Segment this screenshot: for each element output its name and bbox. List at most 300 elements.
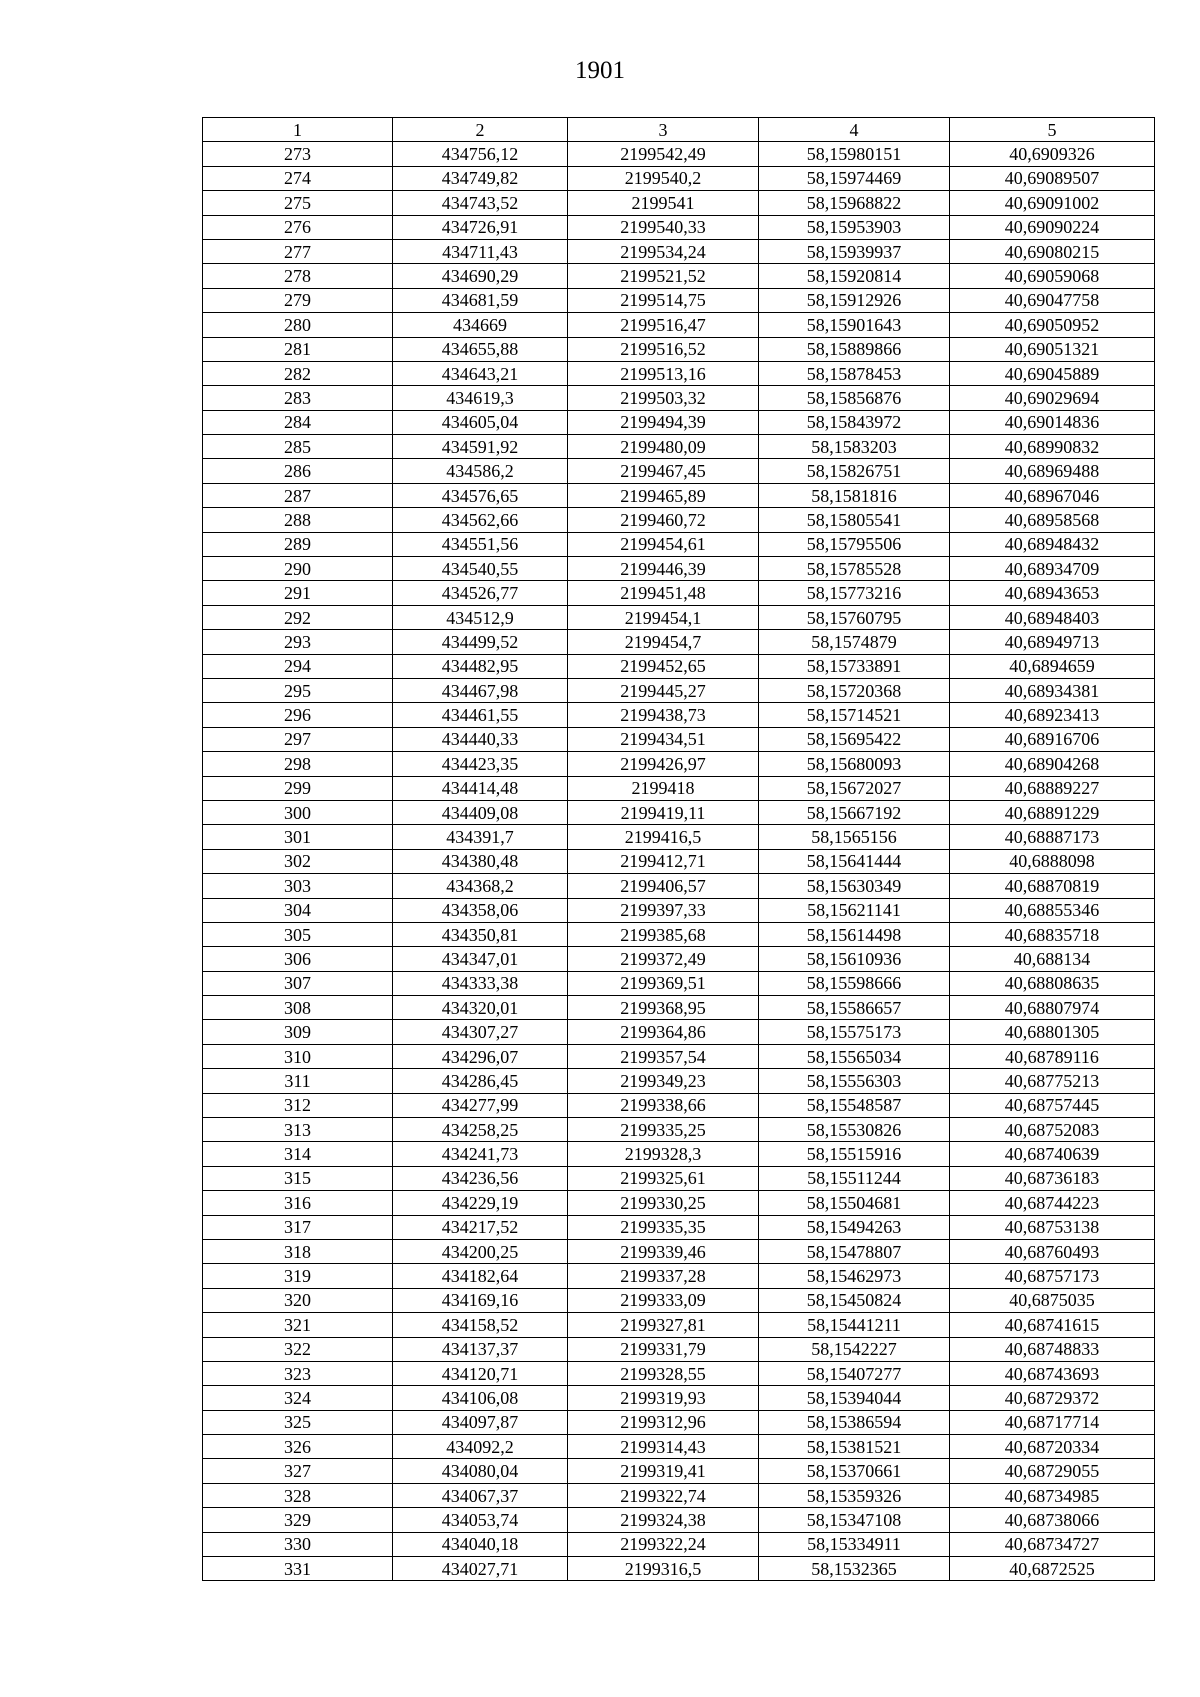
table-cell: 58,15889866: [759, 337, 950, 361]
table-cell: 434526,77: [393, 581, 568, 605]
column-header: 5: [950, 118, 1155, 142]
table-row: [203, 874, 1155, 898]
table-cell: 40,688134: [950, 947, 1155, 971]
table-cell: 58,15785528: [759, 557, 950, 581]
table-cell: 2199542,49: [568, 142, 759, 166]
table-cell: 58,15968822: [759, 191, 950, 215]
table-cell: 58,15843972: [759, 410, 950, 434]
table-row: [203, 727, 1155, 751]
table-cell: 40,68887173: [950, 825, 1155, 849]
table-cell: 434562,66: [393, 508, 568, 532]
table-cell: 298: [203, 752, 393, 776]
column-header: 4: [759, 118, 950, 142]
table-row: [203, 1337, 1155, 1361]
table-cell: 58,15912926: [759, 288, 950, 312]
table-cell: 2199503,32: [568, 386, 759, 410]
table-cell: 40,69080215: [950, 239, 1155, 263]
table-cell: 58,15515916: [759, 1142, 950, 1166]
table-cell: 58,15878453: [759, 361, 950, 385]
table-cell: 331: [203, 1557, 393, 1581]
table-cell: 434749,82: [393, 166, 568, 190]
table-cell: 58,15548587: [759, 1093, 950, 1117]
table-row: [203, 1557, 1155, 1581]
table-cell: 40,68801305: [950, 1020, 1155, 1044]
table-cell: 58,15667192: [759, 800, 950, 824]
table-row: [203, 630, 1155, 654]
table-cell: 58,15733891: [759, 654, 950, 678]
table-row: [203, 971, 1155, 995]
table-cell: 40,68757173: [950, 1264, 1155, 1288]
table-cell: 40,68949713: [950, 630, 1155, 654]
table-cell: 40,68734985: [950, 1483, 1155, 1507]
table-cell: 40,68889227: [950, 776, 1155, 800]
table-row: [203, 825, 1155, 849]
table-row: [203, 1166, 1155, 1190]
table-cell: 2199364,86: [568, 1020, 759, 1044]
table-cell: 2199322,74: [568, 1483, 759, 1507]
table-cell: 434137,37: [393, 1337, 568, 1361]
table-cell: 434236,56: [393, 1166, 568, 1190]
table-row: [203, 752, 1155, 776]
table-row: [203, 435, 1155, 459]
table-cell: 286: [203, 459, 393, 483]
table-cell: 434681,59: [393, 288, 568, 312]
table-cell: 58,15556303: [759, 1069, 950, 1093]
table-cell: 293: [203, 630, 393, 654]
table-cell: 2199319,41: [568, 1459, 759, 1483]
table-cell: 2199521,52: [568, 264, 759, 288]
table-cell: 2199416,5: [568, 825, 759, 849]
table-cell: 316: [203, 1191, 393, 1215]
table-cell: 434440,33: [393, 727, 568, 751]
table-row: [203, 410, 1155, 434]
table-cell: 2199451,48: [568, 581, 759, 605]
table-row: [203, 264, 1155, 288]
table-cell: 58,15795506: [759, 532, 950, 556]
table-row: [203, 849, 1155, 873]
table-cell: 278: [203, 264, 393, 288]
table-cell: 319: [203, 1264, 393, 1288]
table-cell: 40,68741615: [950, 1313, 1155, 1337]
table-cell: 40,68934381: [950, 678, 1155, 702]
table-cell: 296: [203, 703, 393, 727]
table-row: [203, 142, 1155, 166]
table-row: [203, 1483, 1155, 1507]
table-cell: 274: [203, 166, 393, 190]
table-cell: 290: [203, 557, 393, 581]
table-cell: 434067,37: [393, 1483, 568, 1507]
table-row: [203, 703, 1155, 727]
table-row: [203, 459, 1155, 483]
table-cell: 58,15494263: [759, 1215, 950, 1239]
table-cell: 434120,71: [393, 1361, 568, 1385]
table-cell: 2199331,79: [568, 1337, 759, 1361]
column-header: 1: [203, 118, 393, 142]
table-cell: 58,15394044: [759, 1386, 950, 1410]
table-cell: 40,68740639: [950, 1142, 1155, 1166]
table-row: [203, 1069, 1155, 1093]
table-cell: 40,68720334: [950, 1435, 1155, 1459]
table-cell: 40,68808635: [950, 971, 1155, 995]
table-cell: 58,15630349: [759, 874, 950, 898]
table-cell: 434743,52: [393, 191, 568, 215]
table-cell: 58,15974469: [759, 166, 950, 190]
table-row: [203, 1410, 1155, 1434]
table-cell: 58,15530826: [759, 1118, 950, 1142]
table-cell: 58,15504681: [759, 1191, 950, 1215]
table-cell: 40,69059068: [950, 264, 1155, 288]
table-cell: 2199540,2: [568, 166, 759, 190]
table-cell: 2199465,89: [568, 483, 759, 507]
table-cell: 321: [203, 1313, 393, 1337]
table-cell: 305: [203, 922, 393, 946]
table-cell: 326: [203, 1435, 393, 1459]
table-cell: 40,6875035: [950, 1288, 1155, 1312]
table-cell: 320: [203, 1288, 393, 1312]
table-cell: 40,68948432: [950, 532, 1155, 556]
table-cell: 58,15381521: [759, 1435, 950, 1459]
table-cell: 2199314,43: [568, 1435, 759, 1459]
table-cell: 434605,04: [393, 410, 568, 434]
table-row: [203, 239, 1155, 263]
table-cell: 2199412,71: [568, 849, 759, 873]
table-row: [203, 1361, 1155, 1385]
table-cell: 299: [203, 776, 393, 800]
table-row: [203, 1044, 1155, 1068]
table-cell: 2199514,75: [568, 288, 759, 312]
table-cell: 2199467,45: [568, 459, 759, 483]
table-cell: 434182,64: [393, 1264, 568, 1288]
table-cell: 327: [203, 1459, 393, 1483]
table-cell: 2199327,81: [568, 1313, 759, 1337]
table-cell: 434643,21: [393, 361, 568, 385]
table-cell: 434027,71: [393, 1557, 568, 1581]
table-cell: 40,68807974: [950, 996, 1155, 1020]
table-cell: 434711,43: [393, 239, 568, 263]
table-cell: 58,15901643: [759, 313, 950, 337]
table-cell: 434106,08: [393, 1386, 568, 1410]
table-cell: 304: [203, 898, 393, 922]
table-cell: 322: [203, 1337, 393, 1361]
table-cell: 300: [203, 800, 393, 824]
table-cell: 40,68916706: [950, 727, 1155, 751]
table-cell: 58,15347108: [759, 1508, 950, 1532]
table-row: [203, 1020, 1155, 1044]
table-cell: 2199419,11: [568, 800, 759, 824]
table-cell: 58,15760795: [759, 605, 950, 629]
table-cell: 40,68789116: [950, 1044, 1155, 1068]
table-cell: 40,68744223: [950, 1191, 1155, 1215]
table-cell: 58,15511244: [759, 1166, 950, 1190]
table-cell: 294: [203, 654, 393, 678]
table-cell: 2199339,46: [568, 1239, 759, 1263]
table-cell: 58,15610936: [759, 947, 950, 971]
table-row: [203, 557, 1155, 581]
table-cell: 40,6894659: [950, 654, 1155, 678]
table-cell: 58,15939937: [759, 239, 950, 263]
table-cell: 58,15720368: [759, 678, 950, 702]
table-cell: 291: [203, 581, 393, 605]
table-cell: 434726,91: [393, 215, 568, 239]
table-row: [203, 166, 1155, 190]
table-cell: 2199312,96: [568, 1410, 759, 1434]
table-cell: 306: [203, 947, 393, 971]
table-cell: 315: [203, 1166, 393, 1190]
table-cell: 2199335,25: [568, 1118, 759, 1142]
table-cell: 434333,38: [393, 971, 568, 995]
table-row: [203, 1532, 1155, 1556]
table-cell: 58,1574879: [759, 630, 950, 654]
table-cell: 40,69014836: [950, 410, 1155, 434]
table-cell: 434347,01: [393, 947, 568, 971]
table-cell: 40,68757445: [950, 1093, 1155, 1117]
table-cell: 434277,99: [393, 1093, 568, 1117]
table-cell: 58,15462973: [759, 1264, 950, 1288]
table-cell: 40,68891229: [950, 800, 1155, 824]
table-cell: 58,15714521: [759, 703, 950, 727]
table-cell: 58,15805541: [759, 508, 950, 532]
table-cell: 58,15695422: [759, 727, 950, 751]
page-number: 1901: [575, 57, 625, 84]
table-cell: 40,68855346: [950, 898, 1155, 922]
table-cell: 2199418: [568, 776, 759, 800]
table-cell: 40,68870819: [950, 874, 1155, 898]
table-cell: 40,68734727: [950, 1532, 1155, 1556]
table-cell: 2199452,65: [568, 654, 759, 678]
header-row: [203, 118, 1155, 142]
table-row: [203, 288, 1155, 312]
table-row: [203, 1386, 1155, 1410]
table-cell: 434655,88: [393, 337, 568, 361]
table-cell: 323: [203, 1361, 393, 1385]
table-cell: 312: [203, 1093, 393, 1117]
table-cell: 2199516,52: [568, 337, 759, 361]
table-cell: 434669: [393, 313, 568, 337]
table-cell: 40,68717714: [950, 1410, 1155, 1434]
table-cell: 434092,2: [393, 1435, 568, 1459]
table-row: [203, 898, 1155, 922]
table-cell: 309: [203, 1020, 393, 1044]
table-cell: 58,15441211: [759, 1313, 950, 1337]
table-cell: 40,68943653: [950, 581, 1155, 605]
table-cell: 273: [203, 142, 393, 166]
table-row: [203, 1142, 1155, 1166]
table-row: [203, 678, 1155, 702]
table-cell: 58,15980151: [759, 142, 950, 166]
table-cell: 277: [203, 239, 393, 263]
table-cell: 2199316,5: [568, 1557, 759, 1581]
table-row: [203, 1118, 1155, 1142]
table-header: [203, 118, 1155, 142]
table-cell: 40,68958568: [950, 508, 1155, 532]
table-cell: 301: [203, 825, 393, 849]
table-cell: 2199322,24: [568, 1532, 759, 1556]
table-cell: 40,69029694: [950, 386, 1155, 410]
table-cell: 434241,73: [393, 1142, 568, 1166]
table-cell: 40,69091002: [950, 191, 1155, 215]
table-cell: 2199541: [568, 191, 759, 215]
table-row: [203, 1264, 1155, 1288]
table-cell: 58,15334911: [759, 1532, 950, 1556]
table-row: [203, 1435, 1155, 1459]
table-row: [203, 361, 1155, 385]
table-cell: 2199319,93: [568, 1386, 759, 1410]
table-cell: 434482,95: [393, 654, 568, 678]
table-cell: 40,68729372: [950, 1386, 1155, 1410]
table-cell: 58,1583203: [759, 435, 950, 459]
table-cell: 434586,2: [393, 459, 568, 483]
table-cell: 303: [203, 874, 393, 898]
table-cell: 434296,07: [393, 1044, 568, 1068]
table-cell: 292: [203, 605, 393, 629]
table-cell: 2199325,61: [568, 1166, 759, 1190]
table-cell: 2199324,38: [568, 1508, 759, 1532]
table-cell: 314: [203, 1142, 393, 1166]
table-cell: 434551,56: [393, 532, 568, 556]
table-cell: 40,68729055: [950, 1459, 1155, 1483]
table-cell: 40,6909326: [950, 142, 1155, 166]
table-cell: 58,1565156: [759, 825, 950, 849]
table-cell: 434540,55: [393, 557, 568, 581]
table-cell: 58,1532365: [759, 1557, 950, 1581]
table-cell: 40,68934709: [950, 557, 1155, 581]
table-row: [203, 313, 1155, 337]
table-cell: 328: [203, 1483, 393, 1507]
table-cell: 40,68748833: [950, 1337, 1155, 1361]
table-cell: 40,68923413: [950, 703, 1155, 727]
table-cell: 2199330,25: [568, 1191, 759, 1215]
table-row: [203, 215, 1155, 239]
table-row: [203, 191, 1155, 215]
table-cell: 434576,65: [393, 483, 568, 507]
table-cell: 58,15826751: [759, 459, 950, 483]
table-cell: 307: [203, 971, 393, 995]
table-cell: 40,69051321: [950, 337, 1155, 361]
table-row: [203, 1093, 1155, 1117]
table-cell: 288: [203, 508, 393, 532]
table-cell: 40,68752083: [950, 1118, 1155, 1142]
table-cell: 40,68904268: [950, 752, 1155, 776]
table-cell: 58,15641444: [759, 849, 950, 873]
table-cell: 302: [203, 849, 393, 873]
table-cell: 58,15621141: [759, 898, 950, 922]
table-cell: 58,15920814: [759, 264, 950, 288]
table-cell: 434512,9: [393, 605, 568, 629]
table-cell: 434350,81: [393, 922, 568, 946]
table-row: [203, 996, 1155, 1020]
table-cell: 279: [203, 288, 393, 312]
table-cell: 2199328,55: [568, 1361, 759, 1385]
table-cell: 434423,35: [393, 752, 568, 776]
table-cell: 40,69050952: [950, 313, 1155, 337]
table-cell: 434307,27: [393, 1020, 568, 1044]
table-cell: 281: [203, 337, 393, 361]
table-cell: 58,15407277: [759, 1361, 950, 1385]
table-cell: 329: [203, 1508, 393, 1532]
table-cell: 2199335,35: [568, 1215, 759, 1239]
table-cell: 40,68948403: [950, 605, 1155, 629]
table-cell: 434467,98: [393, 678, 568, 702]
table-cell: 317: [203, 1215, 393, 1239]
table-cell: 434080,04: [393, 1459, 568, 1483]
table-cell: 40,68760493: [950, 1239, 1155, 1263]
table-cell: 282: [203, 361, 393, 385]
table-cell: 58,15598666: [759, 971, 950, 995]
table-row: [203, 1459, 1155, 1483]
table-cell: 2199406,57: [568, 874, 759, 898]
table-cell: 58,15953903: [759, 215, 950, 239]
table-cell: 2199333,09: [568, 1288, 759, 1312]
table-cell: 434320,01: [393, 996, 568, 1020]
table-cell: 434619,3: [393, 386, 568, 410]
table-cell: 434217,52: [393, 1215, 568, 1239]
table-cell: 434499,52: [393, 630, 568, 654]
table-row: [203, 1215, 1155, 1239]
table-row: [203, 1288, 1155, 1312]
table-cell: 2199460,72: [568, 508, 759, 532]
table-row: [203, 1239, 1155, 1263]
table-cell: 434414,48: [393, 776, 568, 800]
column-header: 2: [393, 118, 568, 142]
table-cell: 58,15359326: [759, 1483, 950, 1507]
table-cell: 2199534,24: [568, 239, 759, 263]
table-cell: 58,1542227: [759, 1337, 950, 1361]
table-cell: 434591,92: [393, 435, 568, 459]
table-cell: 434169,16: [393, 1288, 568, 1312]
table-cell: 434053,74: [393, 1508, 568, 1532]
table-cell: 2199516,47: [568, 313, 759, 337]
table-cell: 40,68738066: [950, 1508, 1155, 1532]
column-header: 3: [568, 118, 759, 142]
table-cell: 2199454,61: [568, 532, 759, 556]
table-cell: 58,15856876: [759, 386, 950, 410]
table-cell: 58,15614498: [759, 922, 950, 946]
table-cell: 330: [203, 1532, 393, 1556]
table-cell: 2199540,33: [568, 215, 759, 239]
table-cell: 40,6872525: [950, 1557, 1155, 1581]
table-cell: 58,15478807: [759, 1239, 950, 1263]
table-cell: 434756,12: [393, 142, 568, 166]
table-cell: 434158,52: [393, 1313, 568, 1337]
table-body: [203, 142, 1155, 1581]
table-cell: 434380,48: [393, 849, 568, 873]
table-cell: 275: [203, 191, 393, 215]
table-cell: 434258,25: [393, 1118, 568, 1142]
table-cell: 289: [203, 532, 393, 556]
table-cell: 58,1581816: [759, 483, 950, 507]
table-cell: 434461,55: [393, 703, 568, 727]
table-cell: 297: [203, 727, 393, 751]
table-cell: 434200,25: [393, 1239, 568, 1263]
table-cell: 434286,45: [393, 1069, 568, 1093]
table-cell: 2199385,68: [568, 922, 759, 946]
table-cell: 2199480,09: [568, 435, 759, 459]
table-cell: 2199372,49: [568, 947, 759, 971]
table-cell: 313: [203, 1118, 393, 1142]
table-cell: 284: [203, 410, 393, 434]
table-cell: 2199357,54: [568, 1044, 759, 1068]
table-cell: 311: [203, 1069, 393, 1093]
table-cell: 308: [203, 996, 393, 1020]
table-cell: 58,15672027: [759, 776, 950, 800]
table-cell: 58,15565034: [759, 1044, 950, 1068]
coordinates-table: [202, 117, 1155, 1581]
table-cell: 40,68967046: [950, 483, 1155, 507]
table-cell: 2199397,33: [568, 898, 759, 922]
table-cell: 2199438,73: [568, 703, 759, 727]
table-cell: 2199426,97: [568, 752, 759, 776]
table-cell: 40,68753138: [950, 1215, 1155, 1239]
